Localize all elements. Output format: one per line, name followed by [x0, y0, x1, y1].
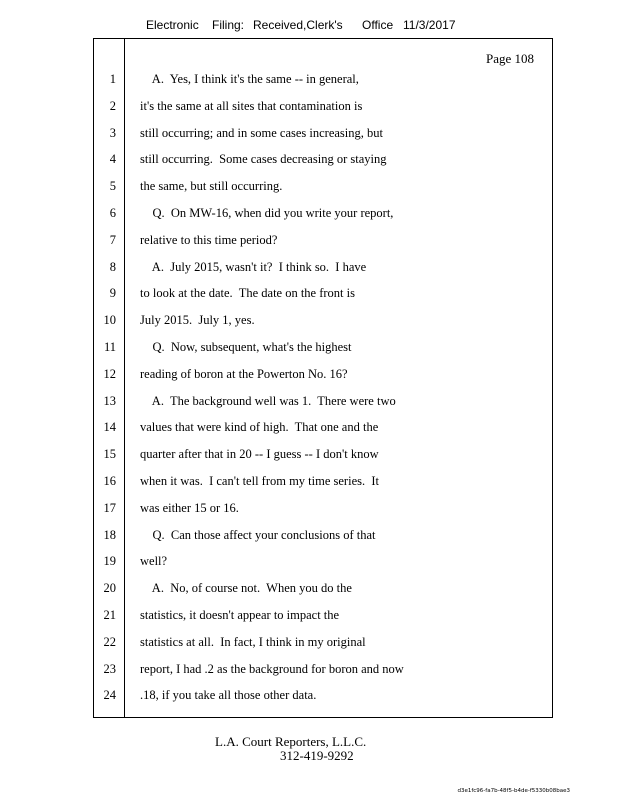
filing-label: Filing: [212, 18, 245, 32]
reporter-company: L.A. Court Reporters, L.L.C. [215, 734, 367, 749]
transcript-line-text: still occurring. Some cases decreasing or staying [140, 152, 387, 167]
transcript-line-text: A. The background well was 1. There were two [140, 393, 396, 408]
line-number: 7 [109, 232, 116, 247]
reporter-phone: 312-419-9292 [280, 748, 354, 763]
transcript-line-text: when it was. I can't tell from my time series. It [140, 474, 379, 488]
transcript-line-text: report, I had .2 as the background for boron and now [140, 661, 404, 676]
transcript-line-text: values that were kind of high. That one and the [140, 420, 379, 435]
transcript-line-text: still occurring; and in some cases increasing, but [140, 125, 383, 140]
margin-rule [124, 39, 125, 717]
transcript-line-text: Q. Now, subsequent, what's the highest [140, 340, 352, 354]
transcript-line-text: statistics, it doesn't appear to impact the [140, 608, 340, 622]
transcript-line-text: the same, but still occurring. [140, 179, 283, 194]
line-number: 10 [103, 313, 116, 328]
transcript-line-text: relative to this time period? [140, 232, 278, 247]
line-number: 20 [103, 581, 116, 596]
line-number: 3 [109, 125, 116, 140]
line-number: 11 [103, 340, 116, 354]
filing-office: Office [362, 18, 394, 32]
transcript-line-text: A. No, of course not. When you do the [140, 581, 352, 596]
transcript-line-text: well? [140, 554, 168, 569]
line-number: 18 [103, 527, 116, 542]
line-number: 1 [109, 72, 116, 86]
transcript-line-text: A. July 2015, wasn't it? I think so. I have [140, 259, 367, 274]
transcript-page [93, 38, 553, 718]
transcript-line-text: Q. Can those affect your conclusions of that [140, 527, 376, 542]
transcript-line-text: A. Yes, I think it's the same -- in general, [140, 72, 359, 86]
line-number: 8 [109, 259, 116, 274]
line-number: 15 [103, 447, 116, 462]
transcript-line-text: was either 15 or 16. [140, 500, 239, 515]
line-number: 23 [103, 661, 116, 676]
line-number: 21 [103, 608, 116, 622]
line-number: 13 [103, 393, 116, 408]
transcript-line-text: July 2015. July 1, yes. [140, 313, 255, 328]
document-id: d3e1fc96-fa7b-48f5-b4de-f5330b08bae3 [457, 788, 570, 794]
line-number: 2 [109, 98, 116, 113]
filing-date: 11/3/2017 [403, 18, 456, 32]
line-number: 22 [103, 634, 116, 649]
line-number: 14 [103, 420, 116, 435]
line-number: 12 [103, 366, 116, 381]
filing-received: Received,Clerk's [253, 18, 343, 32]
page-number: Page 108 [485, 51, 534, 66]
transcript-line-text: .18, if you take all those other data. [140, 688, 317, 703]
transcript-line-text: reading of boron at the Powerton No. 16? [140, 366, 348, 381]
line-number: 17 [103, 500, 116, 515]
line-number: 4 [109, 152, 116, 167]
line-number: 19 [103, 554, 116, 569]
transcript-line-text: statistics at all. In fact, I think in my original [140, 634, 366, 649]
transcript-line-text: Q. On MW-16, when did you write your report, [140, 206, 394, 220]
transcript-line-text: it's the same at all sites that contamination is [140, 98, 363, 113]
transcript-line-text: to look at the date. The date on the front is [140, 286, 355, 301]
line-number: 9 [109, 286, 116, 301]
line-number: 24 [103, 688, 116, 703]
filing-electronic: Electronic [146, 18, 199, 32]
transcript-line-text: quarter after that in 20 -- I guess -- I don't know [140, 447, 379, 462]
line-number: 5 [109, 179, 116, 194]
line-number: 6 [109, 206, 116, 220]
line-number: 16 [103, 474, 116, 488]
